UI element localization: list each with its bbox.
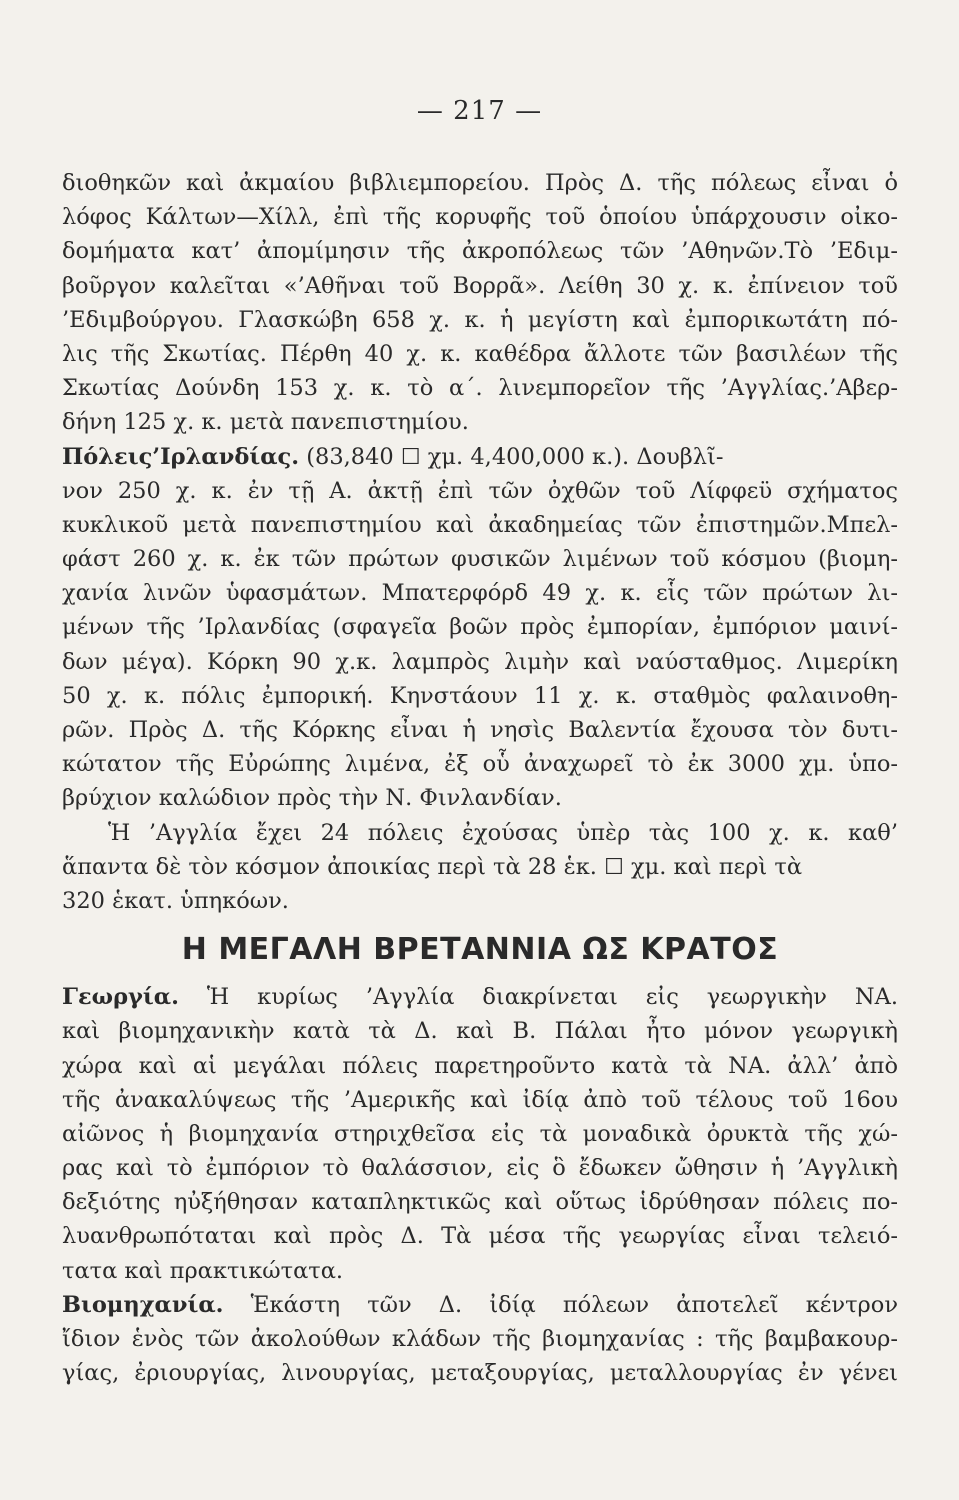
industry-first-line xyxy=(62,1288,898,1322)
text-line: Ἡ ’Αγγλία ἔχει 24 πόλεις ἐχούσας ὑπὲρ τὰς 100 χ. κ. καθ’ xyxy=(108,819,898,846)
text-segment: Ἑκάστη τῶν Δ. ἰδίᾳ πόλεων ἀποτελεῖ κέντρον xyxy=(250,1291,898,1318)
ireland-area: (83,840 xyxy=(306,443,394,470)
text-line: καὶ βιομηχανικὴν κατὰ τὰ Δ. καὶ Β. Πάλαι ἦτο μόνον γεωργικὴ xyxy=(62,1018,898,1045)
text-line: λόφος Κάλτων—Χίλλ, ἐπὶ τῆς κορυφῆς τοῦ ὁποίου ὑπάρχουσιν οἰκο- xyxy=(62,204,898,231)
text-line: τατα καὶ πρακτικώτατα. xyxy=(62,1257,344,1284)
text-line: βοῦργον καλεῖται «’Αθῆναι τοῦ Βορρᾶ». Λείθη 30 χ. κ. ἐπίνειον τοῦ xyxy=(62,272,898,299)
text-segment: χμ. καὶ περὶ τὰ xyxy=(630,853,803,880)
text-segment: ἅπαντα δὲ τὸν κόσμον ἀποικίας περὶ τὰ 28 ἑκ. xyxy=(62,853,597,880)
text-line: διοθηκῶν καὶ ἀκμαίου βιβλιεμπορείου. Πρὸς Δ. τῆς πόλεως εἶναι ὁ xyxy=(62,170,898,196)
text-line: κυκλικοῦ μετὰ πανεπιστημίου καὶ ἀκαδημείας τῶν ἐπιστημῶν.Μπελ- xyxy=(62,511,898,538)
page-number: — 217 — xyxy=(416,96,543,126)
text-line: αἰῶνος ἡ βιομηχανία στηριχθεῖσα εἰς τὰ μοναδικὰ ὀρυκτὰ τῆς χώ- xyxy=(62,1120,898,1147)
text-line: λις τῆς Σκωτίας. Πέρθη 40 χ. κ. καθέδρα ἄλλοτε τῶν βασιλέων τῆς xyxy=(62,340,898,367)
square-km-icon: ☐ xyxy=(400,444,421,470)
text-line: δομήματα κατ’ ἀπομίμησιν τῆς ἀκροπόλεως τῶν ’Αθηνῶν.Τὸ ’Εδιμ- xyxy=(62,238,898,265)
text-line: τῆς ἀνακαλύψεως τῆς ’Αμερικῆς καὶ ἰδίᾳ ἀπὸ τοῦ τέλους τοῦ 16ου xyxy=(62,1086,898,1113)
text-line: δων μέγα). Κόρκη 90 χ.κ. λαμπρὸς λιμὴν καὶ ναύσταθμος. Λιμερίκη xyxy=(62,648,898,675)
text-line: χανία λινῶν ὑφασμάτων. Μπατερφόρδ 49 χ. κ. εἷς τῶν πρώτων λι- xyxy=(62,580,898,607)
england-line-2 xyxy=(62,850,898,884)
text-line: δεξιότης ηὐξήθησαν καταπληκτικῶς καὶ οὕτως ἱδρύθησαν πόλεις πο- xyxy=(62,1189,898,1216)
text-line: κώτατον τῆς Εὐρώπης λιμένα, ἐξ οὗ ἀναχωρεῖ τὸ ἐκ 3000 χμ. ὑπο- xyxy=(62,751,898,778)
square-km-icon: ☐ xyxy=(604,854,624,880)
text-line: μένων τῆς ’Ιρλανδίας (σφαγεῖα βοῶν πρὸς ἐμπορίαν, ἐμπόριον μαινί- xyxy=(62,614,898,641)
text-line: 320 ἑκατ. ὑπηκόων. xyxy=(62,887,289,914)
agriculture-first-line xyxy=(62,980,898,1014)
text-line: φάστ 260 χ. κ. ἐκ τῶν πρώτων φυσικῶν λιμένων τοῦ κόσμου (βιομη- xyxy=(62,546,898,573)
section-heading: Η ΜΕΓΑΛΗ ΒΡΕΤΑΝΝΙΑ ΩΣ ΚΡΑΤΟΣ xyxy=(181,932,779,968)
text-line: 50 χ. κ. πόλις ἐμπορική. Κηνστάουν 11 χ. κ. σταθμὸς φαλαινοθη- xyxy=(62,682,898,709)
text-line: ρας καὶ τὸ ἐμπόριον τὸ θαλάσσιον, εἰς ὃ ἔδωκεν ὤθησιν ἡ ’Αγγλικὴ xyxy=(62,1155,898,1182)
text-line: βρύχιον καλώδιον πρὸς τὴν Ν. Φινλανδίαν. xyxy=(62,785,562,812)
ireland-title: Πόλεις’Ιρλανδίας. xyxy=(62,443,300,470)
ireland-first-line xyxy=(62,440,898,474)
ireland-area-rest: χμ. 4,400,000 κ.). Δουβλῖ- xyxy=(427,443,724,470)
text-line: Σκωτίας Δούνδη 153 χ. κ. τὸ α΄. λινεμπορεῖον τῆς ’Αγγλίας.’Αβερ- xyxy=(62,375,898,402)
text-line: δήνη 125 χ. κ. μετὰ πανεπιστημίου. xyxy=(62,409,469,436)
body-text xyxy=(62,166,898,1390)
text-line: γίας, ἐριουργίας, λινουργίας, μεταξουργίας, μεταλλουργίας ἐν γένει xyxy=(62,1360,898,1387)
text-line: ’Εδιμβούργου. Γλασκώβη 658 χ. κ. ἡ μεγίστη καὶ ἐμπορικωτάτη πό- xyxy=(62,306,898,333)
industry-title: Βιομηχανία. xyxy=(62,1291,224,1318)
agriculture-title: Γεωργία. xyxy=(62,984,179,1011)
text-line: χώρα καὶ αἱ μεγάλαι πόλεις παρετηροῦντο κατὰ τὰ ΝΑ. ἀλλ’ ἀπὸ xyxy=(62,1052,898,1079)
text-line: νον 250 χ. κ. ἐν τῇ Α. ἀκτῇ ἐπὶ τῶν ὀχθῶν τοῦ Λίφφεϋ σχήματος xyxy=(62,477,898,504)
text-segment: Ἡ κυρίως ’Αγγλία διακρίνεται εἰς γεωργικὴν ΝΑ. xyxy=(206,984,898,1011)
text-line: ἴδιον ἑνὸς τῶν ἀκολούθων κλάδων τῆς βιομηχανίας : τῆς βαμβακουρ- xyxy=(62,1326,898,1352)
text-line: λυανθρωπόταται καὶ πρὸς Δ. Τὰ μέσα τῆς γεωργίας εἶναι τελειό- xyxy=(62,1223,898,1250)
text-line: ρῶν. Πρὸς Δ. τῆς Κόρκης εἶναι ἡ νησὶς Βαλεντία ἔχουσα τὸν δυτι- xyxy=(62,717,898,743)
